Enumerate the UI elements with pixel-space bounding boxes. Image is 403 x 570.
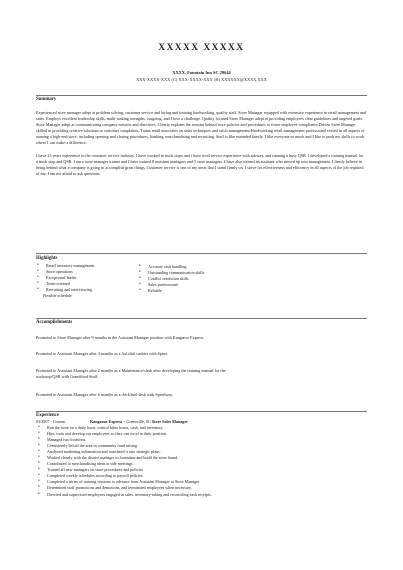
job-duties-list bbox=[36, 425, 212, 498]
highlight-item: • Team-oriented bbox=[36, 281, 94, 287]
duty-item: • Determined staff promotions and demotions, and terminated employees when necessary. bbox=[36, 485, 212, 491]
duty-item: • Hire, train and develop our employees so they can excel in their position. bbox=[36, 431, 212, 437]
job-location: Greenville, SC bbox=[126, 419, 151, 424]
highlight-item: • Reliable bbox=[138, 288, 204, 294]
duty-item: • Worked closely with the district manager to formulate and build the store brand. bbox=[36, 455, 212, 461]
accomplishment-item: Promoted to Assistant Manager after 4 months as a 3rd shift cashier with Spinx. bbox=[36, 351, 169, 356]
highlight-item: • Exceptional leader bbox=[36, 275, 94, 281]
duty-item: • Directed and supervised employees engaged in sales, inventory-taking and reconciling cash receipts. bbox=[36, 492, 212, 498]
summary-divider bbox=[36, 95, 367, 96]
duty-item: • Trained all new managers on store procedures and policies bbox=[36, 467, 212, 473]
experience-divider bbox=[36, 411, 367, 412]
accomplishment-item: Promoted to Assistant Manager after 2 months as a Maintenance/clerk after developing the training manual for the bbox=[36, 368, 226, 373]
candidate-address: XXXX, Fountain Inn SC 29644 bbox=[172, 70, 231, 75]
highlight-item: • Outstanding communication skills bbox=[138, 270, 204, 276]
job-header bbox=[36, 419, 188, 424]
highlight-item: • Conflict resolution skills bbox=[138, 276, 204, 282]
highlights-right-list bbox=[138, 264, 204, 294]
highlight-item: • Sales professional bbox=[138, 282, 204, 288]
accomplishment-item: Promoted to Store Manager after 9 months in the Assistant Manager position with Kangaroo Express. bbox=[36, 335, 205, 340]
experience-heading: Experience bbox=[36, 413, 59, 418]
highlight-item: • Accurate cash handling bbox=[138, 264, 204, 270]
duty-item: • Managed two locations. bbox=[36, 437, 212, 443]
highlights-left-list bbox=[36, 263, 94, 298]
job-dates: 03/2007 - Current bbox=[36, 419, 66, 424]
candidate-contact: XXX-XXXX-XXX (C) XXX-XXXX-XXX (H) XXXXXX@XXXX.XXX bbox=[136, 77, 267, 82]
summary-paragraph-2: I have 13 years experience in the customer service industry. I have worked in truck stops and i have food service experience with subway, and running a busy QSR. I developed a training manual for a truck stop and QSR. I am a store manager trainer and I have trained 8 assistant managers and 5 store managers. I have also trained an assistant who moved up into management. I firmly believe in being behind what a company is going to accomplish great things. Customer service is one of my areas that I stand firmly on. I strive for effectiveness and efficiency in all aspects of the job required of me. I am not afraid to ask questions. bbox=[36, 153, 364, 177]
duty-item: • Analyzed marketing information and translated it into strategic plans. bbox=[36, 449, 212, 455]
duty-item: • Consistently led all the area in community fund raising. bbox=[36, 443, 212, 449]
duty-item: • Run the store on a daily basis, control labor hours, cash, and inventory. bbox=[36, 425, 212, 431]
accomplishments-divider bbox=[36, 318, 367, 319]
highlight-item: Flexible schedule bbox=[43, 292, 72, 298]
job-title: Store Sales Manager bbox=[151, 419, 188, 424]
accomplishment-item-continued: truckstop/QSR with Grandfood Stuff. bbox=[36, 374, 99, 379]
highlight-item: • Store operations bbox=[36, 269, 94, 275]
highlights-heading: Highlights bbox=[36, 256, 58, 261]
job-company: Kangaroo Express bbox=[90, 419, 123, 424]
duty-item: • Contributed to merchandising ideas at sale meetings. bbox=[36, 461, 212, 467]
duty-item: • Completed a series of training sessions to advance from Assistant Manager to Store Manager bbox=[36, 479, 212, 485]
summary-paragraph-1: Experienced store manager adept at problem solving, customer service and hiring and training hardworking, quality staff. Store Manager equipped with extensive experience in retail management and sales. Employs excellent leadership skills, multi-tasking strengths, outgoing, and I love a challenge. Quality focused Store Manager adept at providing employees clear guidelines and targeted goals. Store Manager adept at communicating company mission and directives. Clearly explains the reasons behind store policies and procedures to foster employee compliance.Driven Store Manager skilled in providing creative solutions to customer complaints. Trains retail associates on sales techniques and crisis management.Hardworking retail management professional versed in all aspects of running a high-end store, including opening and closing procedures, banking, merchandising and recruiting. Staff is like extended family. I like everyone so much and I like to push my skills to work where I can make a difference. bbox=[36, 110, 366, 146]
accomplishments-heading: Accomplishments bbox=[36, 320, 73, 325]
accomplishment-item: Promoted to Assistant Manager after 6 months as a clerk/fuel desk with Speedway. bbox=[36, 392, 174, 397]
summary-heading: Summary bbox=[36, 97, 57, 102]
highlights-divider bbox=[36, 253, 367, 254]
duty-item: • Completed weekly schedules according to payroll policies. bbox=[36, 473, 212, 479]
job-separator: ~ bbox=[122, 419, 127, 424]
candidate-name: XXXXX XXXXX bbox=[158, 42, 245, 52]
highlight-item: • Retail inventory management bbox=[36, 263, 94, 269]
highlight-item: • Recruiting and interviewing bbox=[36, 287, 94, 293]
